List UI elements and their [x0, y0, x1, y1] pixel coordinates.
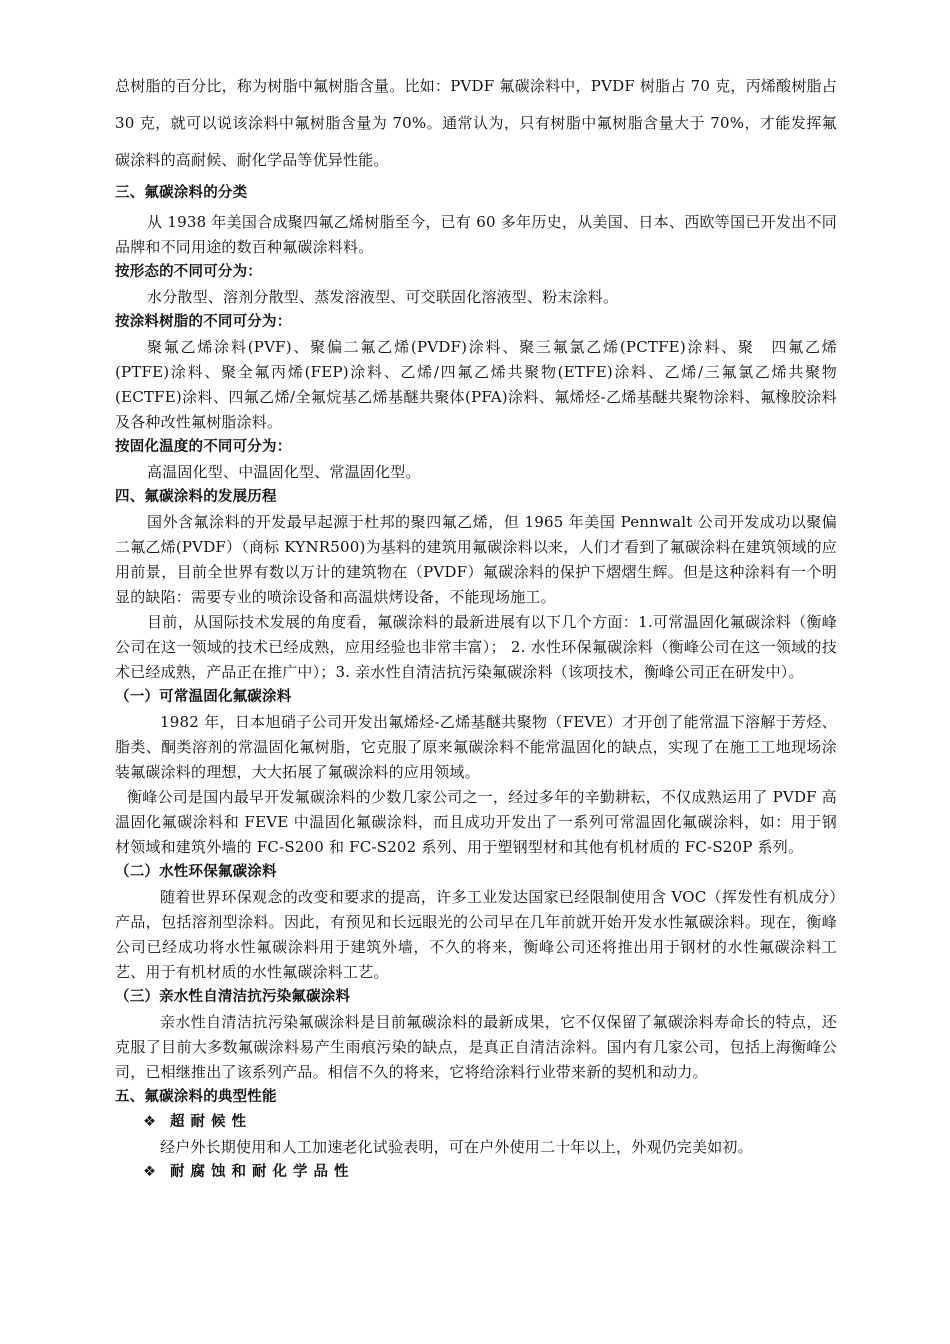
temperature-classification-label: 按固化温度的不同可分为： [115, 439, 292, 455]
subsection-2-heading: （二）水性环保氟碳涂料 [115, 864, 277, 880]
resin-classification-text: 聚氟乙烯涂料(PVF)、聚偏二氟乙烯(PVDF)涂料、聚三氟氯乙烯(PCTFE)涂料、聚 四氟乙烯(PTFE)涂料、聚全氟丙烯(FEP)涂料、乙烯/四氟乙烯共聚物(ETFE)涂料、乙烯/三氟氯乙烯共聚物(ECTFE)涂料、四氟乙烯/全氟烷基乙烯基醚共聚体(PFA)涂料、氟烯烃-乙烯基醚共聚物涂料、氟橡胶涂料及各种改性氟树脂涂料。 [115, 338, 837, 431]
subsection-1-paragraph-2: 衡峰公司是国内最早开发氟碳涂料的少数几家公司之一，经过多年的辛勤耕耘，不仅成熟运用了 PVDF 高温固化氟碳涂料和 FEVE 中温固化氟碳涂料，而且成功开发出了一系列可常温固化氟碳涂料，如：用于钢材领域和建筑外墙的 FC-S200 和 FC-S202 系列、用于塑钢型材和其他有机材质的 FC-S20P 系列。 [115, 788, 837, 856]
temperature-classification-text: 高温固化型、中温固化型、常温固化型。 [147, 463, 421, 481]
weather-resistance-text: 经户外长期使用和人工加速老化试验表明，可在户外使用二十年以上，外观仍完美如初。 [160, 1138, 753, 1156]
document-page [115, 0, 837, 1185]
section-3-paragraph: 从 1938 年美国合成聚四氟乙烯树脂至今，已有 60 多年历史，从美国、日本、西欧等国已开发出不同品牌和不同用途的数百种氟碳涂料料。 [115, 213, 837, 256]
subsection-1-heading: （一）可常温固化氟碳涂料 [115, 689, 292, 705]
diamond-bullet-icon: ❖ [143, 1114, 156, 1130]
bullet-corrosion-resistance [115, 1160, 837, 1185]
section-4-paragraph-1: 国外含氟涂料的开发最早起源于杜邦的聚四氟乙烯，但 1965 年美国 Pennwalt 公司开发成功以聚偏二氟乙烯(PVDF）（商标 KYNR500)为基料的建筑用氟碳涂料以来，人们才看到了氟碳涂料在建筑领域的应用前景，目前全世界有数以万计的建筑物在（PVDF）氟碳涂料的保护下熠熠生辉。但是这种涂料有一个明显的缺陷：需要专业的喷涂设备和高温烘烤设备，不能现场施工。 [115, 513, 837, 606]
form-classification-text: 水分散型、溶剂分散型、蒸发溶液型、可交联固化溶液型、粉末涂料。 [147, 288, 619, 306]
section-5-heading: 五、氟碳涂料的典型性能 [115, 1089, 277, 1105]
subsection-3-heading: （三）亲水性自清洁抗污染氟碳涂料 [115, 989, 351, 1005]
subsection-1-paragraph-1: 1982 年，日本旭硝子公司开发出氟烯烃-乙烯基醚共聚物（FEVE）才开创了能常温下溶解于芳烃、脂类、酮类溶剂的常温固化氟树脂，它克服了原来氟碳涂料不能常温固化的缺点，实现了在施工工地现场涂装氟碳涂料的理想，大大拓展了氟碳涂料的应用领域。 [115, 713, 837, 781]
intro-paragraph: 总树脂的百分比，称为树脂中氟树脂含量。比如：PVDF 氟碳涂料中，PVDF 树脂占 70 克，丙烯酸树脂占 30 克，就可以说该涂料中氟树脂含量为 70%。通常认为，只有树脂中氟树脂含量大于 70%，才能发挥氟碳涂料的高耐候、耐化学品等优异性能。 [115, 77, 837, 169]
section-4-heading: 四、氟碳涂料的发展历程 [115, 489, 277, 505]
section-3-heading: 三、氟碳涂料的分类 [115, 185, 248, 201]
bullet-weather-resistance-label: 超耐候性 [170, 1114, 252, 1130]
form-classification-label: 按形态的不同可分为： [115, 264, 262, 280]
subsection-3-paragraph: 亲水性自清洁抗污染氟碳涂料是目前氟碳涂料的最新成果，它不仅保留了氟碳涂料寿命长的特点，还克服了目前大多数氟碳涂料易产生雨痕污染的缺点，是真正自清洁涂料。国内有几家公司，包括上海衡峰公司，已相继推出了该系列产品。相信不久的将来，它将给涂料行业带来新的契机和动力。 [115, 1013, 837, 1081]
bullet-corrosion-resistance-label: 耐腐蚀和耐化学品性 [170, 1164, 355, 1180]
section-4-paragraph-2: 目前，从国际技术发展的角度看，氟碳涂料的最新进展有以下几个方面：1.可常温固化氟碳涂料（衡峰公司在这一领域的技术已经成熟，应用经验也非常丰富）； 2. 水性环保氟碳涂料（衡峰公司在这一领域的技术已经成熟，产品正在推广中）；3. 亲水性自清洁抗污染氟碳涂料（该项技术，衡峰公司正在研发中）。 [115, 613, 837, 681]
subsection-2-paragraph: 随着世界环保观念的改变和要求的提高，许多工业发达国家已经限制使用含 VOC（挥发性有机成分）产品，包括溶剂型涂料。因此，有预见和长远眼光的公司早在几年前就开始开发水性氟碳涂料。现在，衡峰公司已经成功将水性氟碳涂料用于建筑外墙，不久的将来，衡峰公司还将推出用于钢材的水性氟碳涂料工艺、用于有机材质的水性氟碳涂料工艺。 [115, 888, 837, 981]
resin-classification-label: 按涂料树脂的不同可分为： [115, 314, 292, 330]
bullet-weather-resistance [115, 1110, 837, 1135]
diamond-bullet-icon: ❖ [143, 1164, 156, 1180]
